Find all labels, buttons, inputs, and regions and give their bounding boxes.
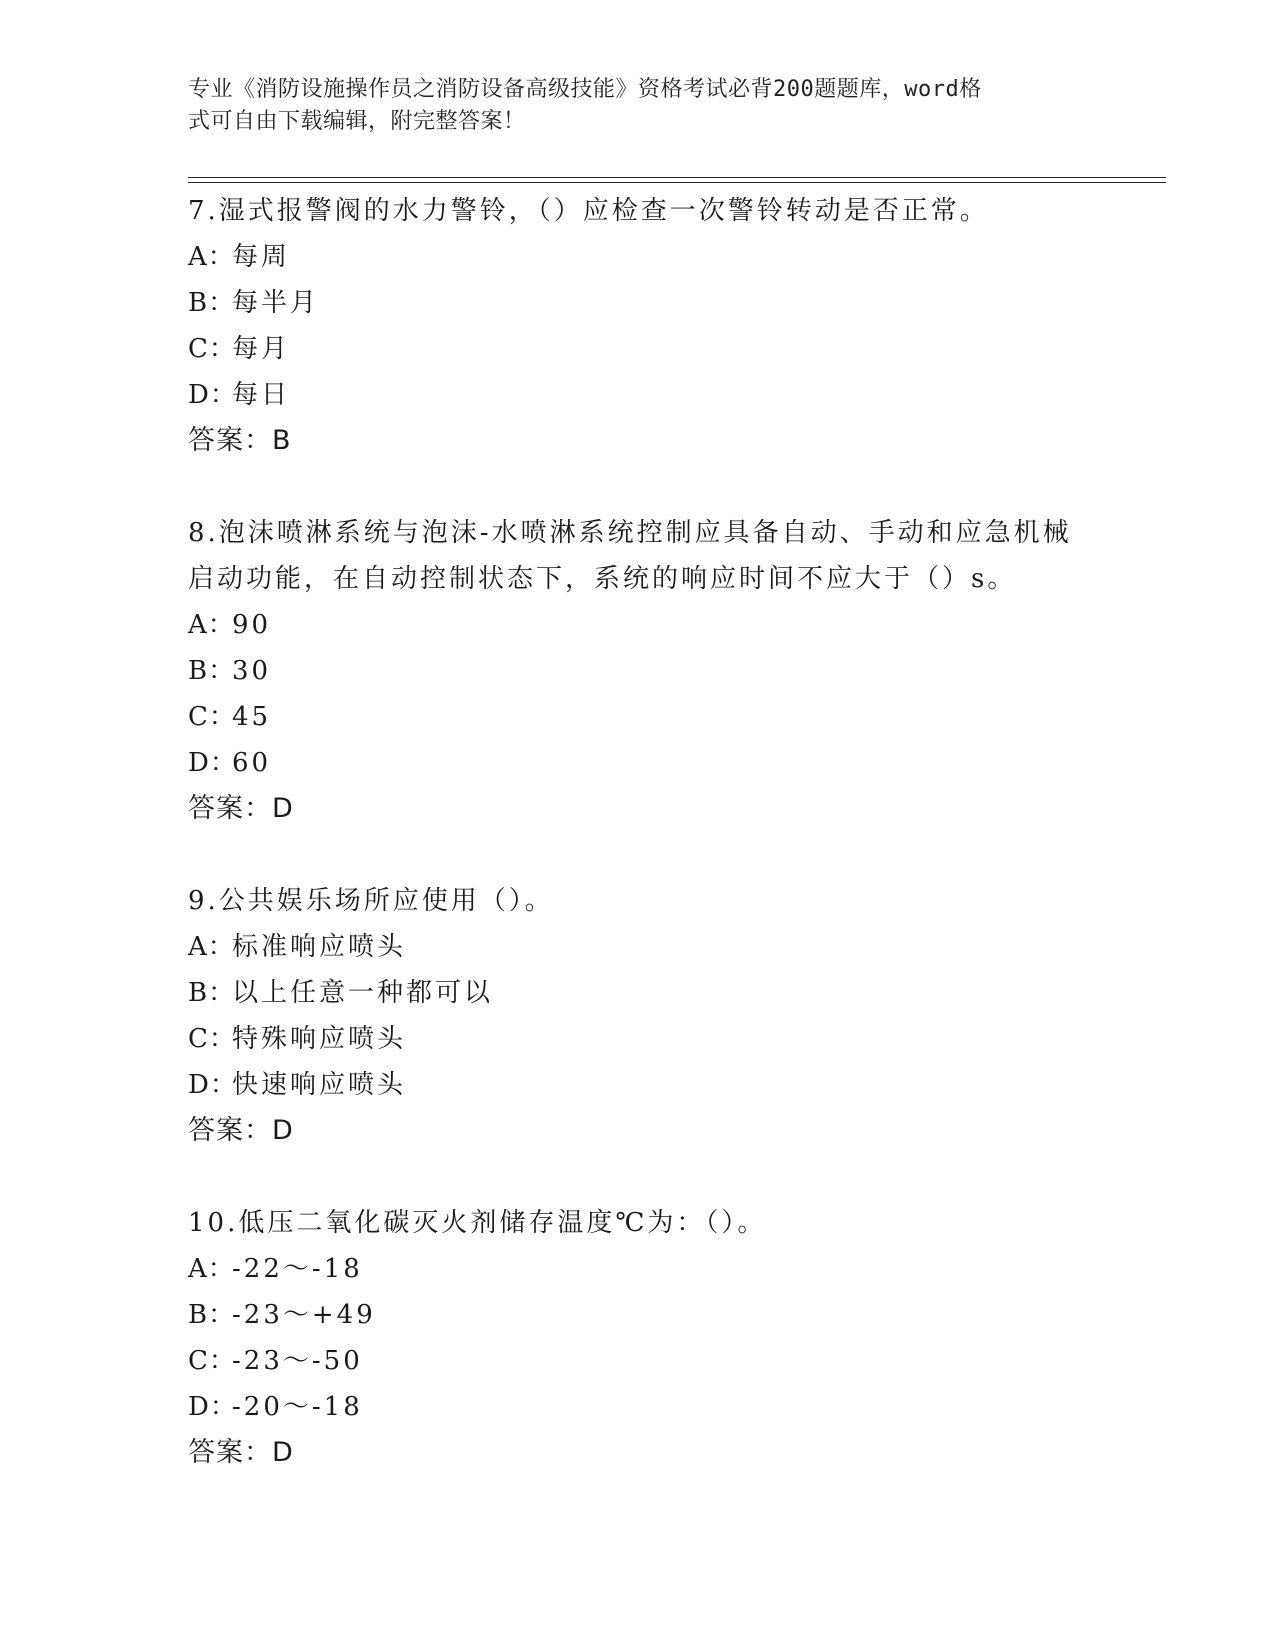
option-b <box>188 970 1088 1016</box>
option-text: 每周 <box>232 242 291 272</box>
option-d <box>188 1384 1088 1430</box>
option-key: D： <box>188 1070 237 1100</box>
option-key: B： <box>188 978 236 1008</box>
question-10 <box>188 1200 1088 1476</box>
option-text: -20～-18 <box>232 1392 363 1422</box>
option-d <box>188 1062 1088 1108</box>
option-key: B： <box>188 1300 236 1330</box>
option-text: 每半月 <box>232 288 320 318</box>
answer-line: 答案：D <box>188 1115 294 1146</box>
option-c <box>188 1338 1088 1384</box>
option-d <box>188 372 1088 418</box>
option-text: 每月 <box>232 334 291 364</box>
question-stem: 9.公共娱乐场所应使用（）。 <box>188 886 554 916</box>
option-a <box>188 1246 1088 1292</box>
answer-line: 答案：B <box>188 425 292 456</box>
option-key: B： <box>188 288 236 318</box>
option-c <box>188 694 1088 740</box>
option-key: C： <box>188 1346 236 1376</box>
option-key: D： <box>188 380 237 410</box>
option-text: -23～-50 <box>232 1346 363 1376</box>
answer-line: 答案：D <box>188 793 294 824</box>
option-c <box>188 326 1088 372</box>
option-a <box>188 602 1088 648</box>
option-text: 30 <box>232 656 272 686</box>
option-text: 标准响应喷头 <box>232 932 407 962</box>
answer-line: 答案：D <box>188 1437 294 1468</box>
option-text: 快速响应喷头 <box>232 1070 407 1100</box>
option-text: 45 <box>232 702 272 732</box>
header-line-1: 专业《消防设施操作员之消防设备高级技能》资格考试必背200题题库，word格 <box>188 77 982 102</box>
option-key: D： <box>188 1392 237 1422</box>
question-7 <box>188 188 1088 464</box>
option-a <box>188 234 1088 280</box>
question-stem: 10.低压二氧化碳灭火剂储存温度℃为：（）。 <box>188 1208 767 1238</box>
option-key: A： <box>188 242 235 272</box>
document-header <box>188 74 1088 138</box>
option-a <box>188 924 1088 970</box>
option-b <box>188 280 1088 326</box>
question-stem: 7.湿式报警阀的水力警铃，（）应检查一次警铃转动是否正常。 <box>188 196 989 226</box>
option-key: B： <box>188 656 236 686</box>
header-divider-bottom <box>188 182 1166 183</box>
option-b <box>188 648 1088 694</box>
option-text: 以上任意一种都可以 <box>232 978 494 1008</box>
option-text: 每日 <box>232 380 291 410</box>
question-list <box>188 188 1088 1522</box>
option-text: 90 <box>232 610 272 640</box>
header-line-2: 式可自由下载编辑，附完整答案！ <box>188 109 526 134</box>
option-key: D： <box>188 748 237 778</box>
option-key: A： <box>188 932 235 962</box>
option-text: -23～+49 <box>232 1300 376 1330</box>
option-key: C： <box>188 1024 236 1054</box>
question-stem-line-2: 启动功能，在自动控制状态下，系统的响应时间不应大于（）s。 <box>188 564 1017 594</box>
question-9 <box>188 878 1088 1154</box>
option-key: C： <box>188 334 236 364</box>
option-key: C： <box>188 702 236 732</box>
option-text: 60 <box>232 748 272 778</box>
question-stem-line-1: 8.泡沫喷淋系统与泡沫-水喷淋系统控制应具备自动、手动和应急机械 <box>188 518 1072 548</box>
option-b <box>188 1292 1088 1338</box>
option-key: A： <box>188 610 235 640</box>
option-text: 特殊响应喷头 <box>232 1024 407 1054</box>
header-divider-top <box>188 177 1166 178</box>
question-8 <box>188 510 1088 832</box>
option-key: A： <box>188 1254 235 1284</box>
option-c <box>188 1016 1088 1062</box>
option-d <box>188 740 1088 786</box>
option-text: -22～-18 <box>232 1254 363 1284</box>
